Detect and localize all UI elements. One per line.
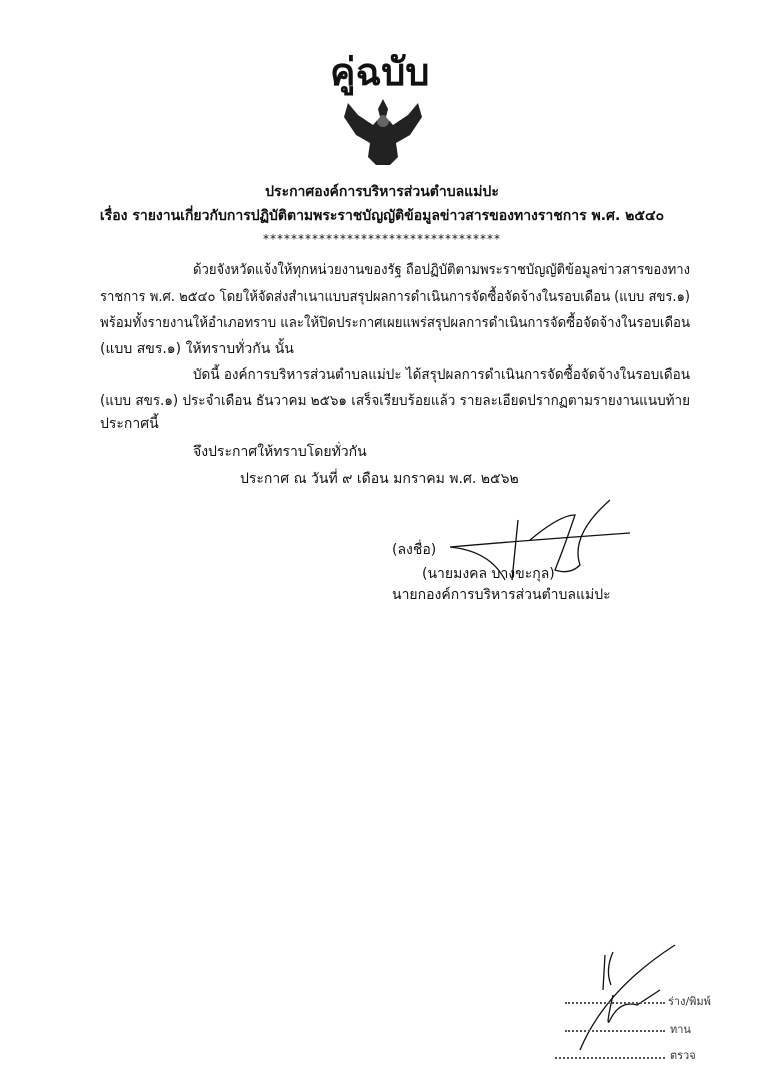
checklist-dotline [555, 1057, 665, 1059]
separator-row [0, 230, 764, 248]
para2-row [193, 366, 690, 384]
para2-row [100, 415, 690, 433]
org-heading-row [0, 183, 764, 201]
closing-row [193, 443, 690, 461]
subject-heading-row [0, 207, 764, 225]
para1-line: พร้อมทั้งรายงานให้อำเภอทราบ และให้ปิดประกาศเผยแพร่สรุปผลการดำเนินการจัดซื้อจัดจ้างในรอบเดือน [100, 315, 690, 331]
para2-line: ประกาศนี้ [100, 416, 159, 432]
para1-line: (แบบ สขร.๑) ให้ทราบทั่วกัน นั้น [100, 341, 294, 357]
subject-heading: เรื่อง รายงานเกี่ยวกับการปฏิบัติตามพระราชบัญญัติข้อมูลข่าวสารของทางราชการ พ.ศ. ๒๕๔๐ [99, 208, 665, 224]
checklist-item-check: ตรวจ [670, 1049, 696, 1062]
para2-line: บัดนี้ องค์การบริหารส่วนตำบลแม่ปะ ได้สรุปผลการดำเนินการจัดซื้อจัดจ้างในรอบเดือน [193, 367, 690, 383]
separator: ********************************** [263, 232, 501, 246]
closing-text: จึงประกาศให้ทราบโดยทั่วกัน [193, 444, 367, 460]
garuda-emblem [338, 95, 428, 167]
signatory-position: นายกองค์การบริหารส่วนตำบลแม่ปะ [392, 587, 611, 603]
signatory-name: (นายมงคล บางขะกุล) [422, 566, 555, 582]
checklist-dotline [565, 1002, 665, 1004]
copy-stamp: คู่ฉบับ [330, 50, 430, 94]
para1-line: ราชการ พ.ศ. ๒๕๔๐ โดยให้จัดส่งสำเนาแบบสรุปผลการดำเนินการจัดซื้อจัดจ้างในรอบเดือน (แบบ สขร.๑) [100, 289, 690, 305]
checklist-dotline [565, 1030, 665, 1032]
checklist-item-proofread: ทาน [670, 1023, 691, 1036]
date-row [240, 470, 690, 488]
signature-label: (ลงชื่อ) [392, 542, 437, 558]
para1-row [193, 261, 690, 279]
para2-line: (แบบ สขร.๑) ประจำเดือน ธันวาคม ๒๕๖๑ เสร็จเรียบร้อยแล้ว รายละเอียดปรากฏตามรายงานแนบท้าย [100, 393, 690, 409]
para1-row [100, 288, 690, 306]
para1-row [100, 314, 690, 332]
para1-row [100, 340, 690, 358]
announcement-date: ประกาศ ณ วันที่ ๙ เดือน มกราคม พ.ศ. ๒๕๖๒ [240, 471, 519, 487]
para2-row [100, 392, 690, 410]
org-heading: ประกาศองค์การบริหารส่วนตำบลแม่ปะ [265, 184, 499, 200]
checklist-item-draft: ร่าง/พิมพ์ [668, 995, 711, 1008]
para1-line: ด้วยจังหวัดแจ้งให้ทุกหน่วยงานของรัฐ ถือปฏิบัติตามพระราชบัญญัติข้อมูลข่าวสารของทาง [193, 262, 690, 278]
